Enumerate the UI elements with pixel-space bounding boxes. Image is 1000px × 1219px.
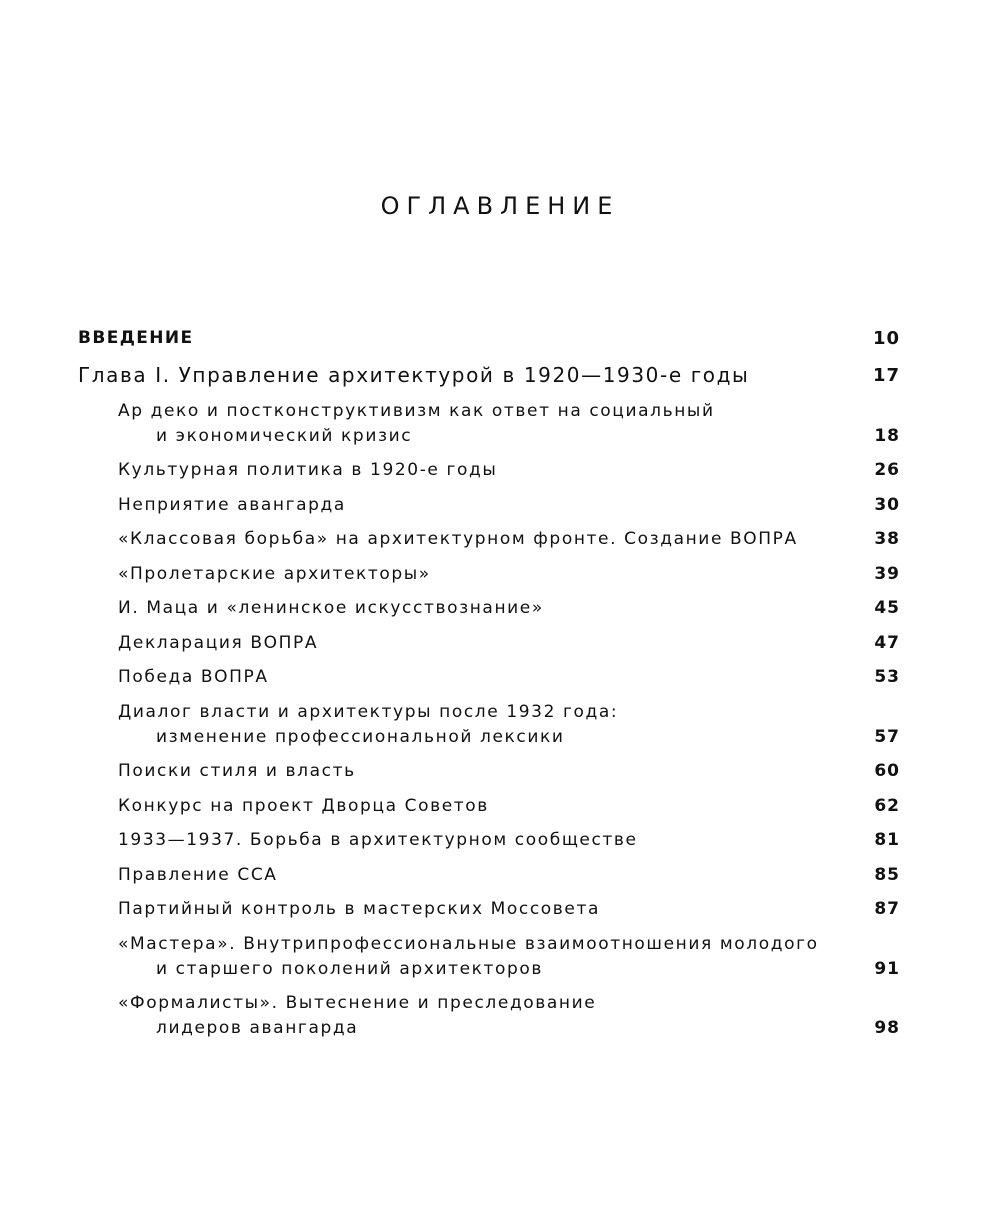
toc-entry-page: 85 <box>874 865 900 885</box>
toc-entry[interactable] <box>118 631 900 656</box>
toc-entry-title: Глава I. Управление архитектурой в 1920—1930-е годы <box>78 363 750 387</box>
toc-entry-title: Конкурс на проект Дворца Советов <box>118 796 489 816</box>
toc-entry-page: 53 <box>874 667 900 687</box>
toc-entry-title-continued: и экономический кризис <box>156 426 413 446</box>
toc-entry-page: 17 <box>872 365 900 386</box>
toc-entry-page: 47 <box>874 633 900 653</box>
toc-entry-page: 60 <box>874 761 900 781</box>
toc-entry-title: И. Маца и «ленинское искусствознание» <box>118 598 544 618</box>
toc-entry-page: 26 <box>874 460 900 480</box>
toc-entry-title: Культурная политика в 1920-е годы <box>118 460 498 480</box>
toc-entry[interactable] <box>118 991 900 1041</box>
toc-entry-title: «Классовая борьба» на архитектурном фронте. Создание ВОПРА <box>118 529 798 549</box>
toc-entry-title: Правление ССА <box>118 865 278 885</box>
toc-entry-page: 18 <box>874 426 900 446</box>
toc-entry[interactable] <box>118 562 900 587</box>
toc-entry-page: 30 <box>874 495 900 515</box>
toc-entry[interactable] <box>118 665 900 690</box>
toc-entry-page: 10 <box>872 328 900 349</box>
toc-entry-title: «Мастера». Внутрипрофессиональные взаимоотношения молодого <box>118 934 819 954</box>
toc-entry-title: «Пролетарские архитекторы» <box>118 564 431 584</box>
toc-entry-title: Ар деко и постконструктивизм как ответ на социальный <box>118 401 715 421</box>
toc-entry-page: 39 <box>874 564 900 584</box>
toc-entry[interactable] <box>118 863 900 888</box>
toc-entry[interactable] <box>118 700 900 750</box>
toc-entry[interactable] <box>118 596 900 621</box>
toc-entry-page: 98 <box>874 1018 900 1038</box>
toc-entry-page: 87 <box>874 899 900 919</box>
toc-entry-title: Неприятие авангарда <box>118 495 346 515</box>
toc-entry-page: 57 <box>874 727 900 747</box>
toc-entry-title: ВВЕДЕНИЕ <box>78 328 194 348</box>
toc-entry-page: 45 <box>874 598 900 618</box>
toc-entry-page: 81 <box>874 830 900 850</box>
toc-entry-page: 91 <box>874 959 900 979</box>
page-title: ОГЛАВЛЕНИЕ <box>380 192 620 220</box>
toc-entry-title: Партийный контроль в мастерских Моссовета <box>118 899 600 919</box>
toc-entry[interactable] <box>118 794 900 819</box>
toc-entry-page: 62 <box>874 796 900 816</box>
toc-entry[interactable] <box>118 759 900 784</box>
toc-entry[interactable] <box>118 932 900 982</box>
toc-entry[interactable] <box>118 527 900 552</box>
toc-entry-title: Декларация ВОПРА <box>118 633 319 653</box>
toc-entry-title: Победа ВОПРА <box>118 667 269 687</box>
toc-entry-chapter-1[interactable] <box>78 363 900 388</box>
toc-entry[interactable] <box>118 828 900 853</box>
toc-entry-page: 38 <box>874 529 900 549</box>
toc-entry[interactable] <box>118 897 900 922</box>
toc-entry[interactable] <box>118 399 900 449</box>
toc-entry-title-continued: изменение профессиональной лексики <box>156 727 565 747</box>
toc-entry-title: Поиски стиля и власть <box>118 761 356 781</box>
toc-entry[interactable] <box>118 458 900 483</box>
toc-entry-title-continued: и старшего поколений архитекторов <box>156 959 544 979</box>
toc-entry-title: «Формалисты». Вытеснение и преследование <box>118 993 597 1013</box>
toc-entry-introduction[interactable] <box>78 326 900 351</box>
toc-entry-title-continued: лидеров авангарда <box>156 1018 359 1038</box>
toc-entry-title: Диалог власти и архитектуры после 1932 года: <box>118 702 619 722</box>
toc-entry[interactable] <box>118 493 900 518</box>
toc-entry-title: 1933—1937. Борьба в архитектурном сообществе <box>118 830 638 850</box>
